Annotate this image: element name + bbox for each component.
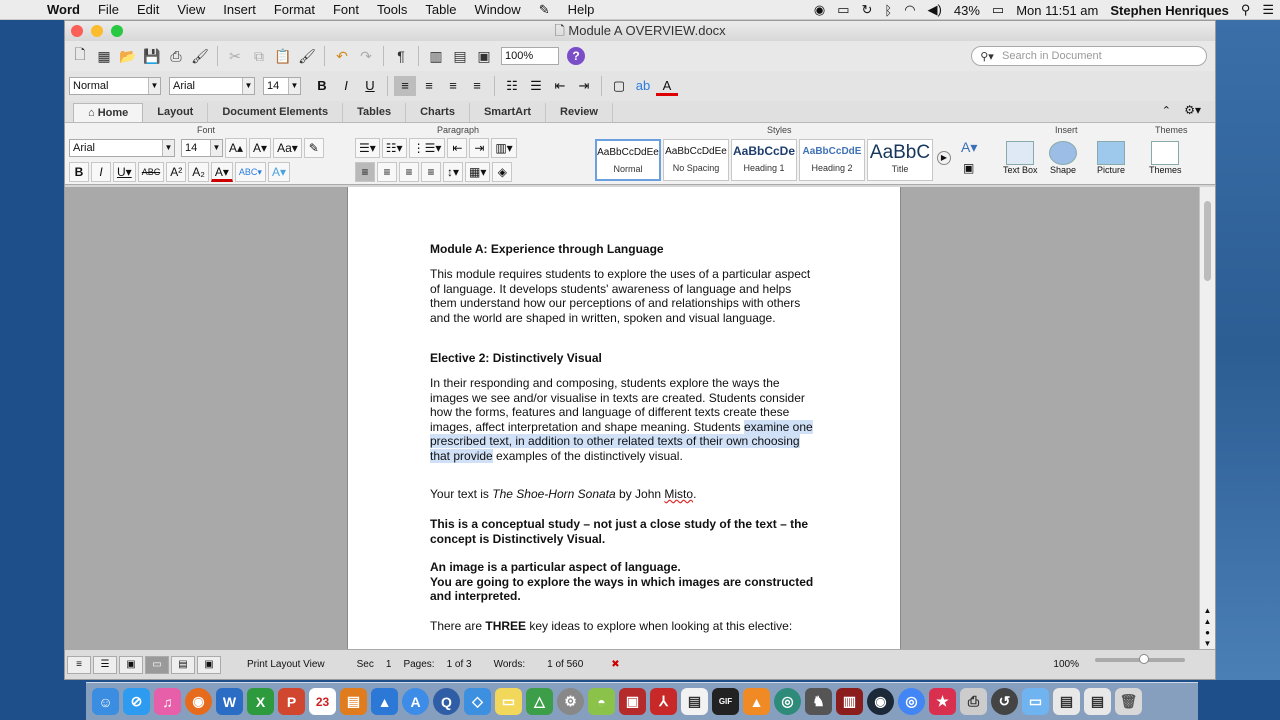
ribbon-numbering-icon[interactable]: ☷▾: [382, 138, 407, 158]
script-menu-icon[interactable]: ✎: [538, 1, 550, 17]
draft-view-icon[interactable]: ≡: [67, 656, 91, 674]
system-preferences-icon[interactable]: ⚙: [557, 688, 584, 715]
powerpoint-icon[interactable]: P: [278, 688, 305, 715]
search-placeholder: Search in Document: [1002, 50, 1102, 62]
bluetooth-icon[interactable]: ᛒ: [884, 2, 893, 18]
p6-bold: THREE: [485, 619, 527, 633]
documents-icon[interactable]: ▤: [1053, 688, 1080, 715]
selected-text: examine one prescribed text, in addition to other related texts of their own choosing that provide: [430, 419, 813, 463]
ribbon-italic-button[interactable]: I: [91, 162, 111, 182]
style-name: Heading 2: [811, 163, 853, 173]
pages-value: 1 of 3: [446, 659, 472, 670]
notebook-view-icon[interactable]: ▤: [171, 656, 195, 674]
doc-paragraph-3[interactable]: [430, 487, 820, 502]
outline-view-icon[interactable]: ☰: [93, 656, 117, 674]
search-field[interactable]: [971, 46, 1207, 66]
themes-icon: [1151, 141, 1179, 165]
folder-icon[interactable]: ▭: [1022, 688, 1049, 715]
dock: [86, 682, 1198, 720]
separator: [601, 76, 602, 96]
app-store-icon[interactable]: A: [402, 688, 429, 715]
font-size-dropdown[interactable]: [263, 77, 301, 95]
text-box-button[interactable]: [1003, 141, 1038, 175]
p3-b: by John: [615, 487, 665, 501]
photo-booth-icon[interactable]: ▣: [619, 688, 646, 715]
notification-center-icon[interactable]: ☰: [1262, 2, 1274, 17]
themes-button[interactable]: [1149, 141, 1182, 175]
text-box-label: Text Box: [1003, 165, 1038, 175]
p3-a: Your text is: [430, 487, 493, 501]
wifi-icon[interactable]: ◠: [904, 2, 916, 17]
status-zoom: 100%: [1053, 659, 1079, 670]
align-center-icon[interactable]: ≡: [425, 78, 433, 93]
tab-review[interactable]: Review: [546, 103, 613, 122]
style-name: Normal: [613, 164, 643, 174]
words-label: Words:: [493, 659, 526, 670]
subscript-button[interactable]: A₂: [188, 162, 209, 182]
wunderlist-icon[interactable]: ★: [929, 688, 956, 715]
menu-insert[interactable]: Insert: [223, 2, 256, 17]
group-themes-title: Themes: [1155, 125, 1188, 135]
menu-app-name[interactable]: Word: [47, 2, 80, 17]
font-dropdown[interactable]: [169, 77, 255, 95]
separator: [217, 46, 218, 66]
font-color-icon[interactable]: A: [656, 76, 678, 96]
author-name: Misto: [664, 487, 694, 501]
trash-icon[interactable]: 🗑: [1115, 688, 1142, 715]
focus-view-icon[interactable]: ▣: [197, 656, 221, 674]
record-icon[interactable]: ◉: [813, 2, 826, 17]
format-painter-icon[interactable]: 🖌: [298, 47, 316, 64]
user-name[interactable]: Stephen Henriques: [1110, 2, 1229, 18]
picture-icon: [1097, 141, 1125, 165]
ribbon-tabs: [65, 101, 1215, 123]
proofing-icon[interactable]: ✖: [611, 659, 620, 670]
finder-icon[interactable]: ☺: [92, 688, 119, 715]
ribbon-justify-icon[interactable]: ≡: [421, 162, 441, 182]
ribbon-bold-button[interactable]: B: [69, 162, 89, 182]
themes-label: Themes: [1149, 165, 1182, 175]
network-icon[interactable]: ◎: [774, 688, 801, 715]
menu-table[interactable]: Table: [425, 2, 457, 17]
tab-document-elements[interactable]: Document Elements: [208, 103, 343, 122]
ribbon-highlight-icon[interactable]: ABC▾: [235, 162, 266, 182]
change-case-icon[interactable]: Aa▾: [273, 138, 302, 158]
decrease-indent-icon[interactable]: ⇤: [554, 78, 566, 93]
document-area[interactable]: [65, 187, 1199, 651]
superscript-button[interactable]: A²: [166, 162, 186, 182]
printer-icon[interactable]: ⎙: [960, 688, 987, 715]
chevron-down-icon: ▼: [148, 78, 160, 94]
menu-help[interactable]: Help: [567, 2, 595, 17]
cut-icon[interactable]: ✂: [229, 47, 241, 64]
document-page[interactable]: [347, 187, 901, 651]
redo-icon[interactable]: ↷: [360, 47, 372, 64]
ribbon-home: [65, 123, 1215, 185]
clear-formatting-icon[interactable]: ✎: [304, 138, 324, 158]
ribbon-align-center-icon[interactable]: ≡: [377, 162, 397, 182]
search-icon[interactable]: ⚲▾: [980, 50, 994, 63]
word-window: [64, 20, 1216, 680]
numbered-list-icon[interactable]: ☷: [506, 78, 518, 93]
ribbon-font-value: Arial: [73, 142, 96, 154]
words-value: 1 of 560: [547, 659, 584, 670]
doc-heading-2[interactable]: Elective 2: Distinctively Visual: [430, 351, 602, 365]
minimize-window-button[interactable]: [91, 25, 103, 37]
tab-charts[interactable]: Charts: [406, 103, 470, 122]
help-icon[interactable]: ?: [567, 47, 585, 65]
formatting-toolbar: [65, 71, 1215, 101]
standard-toolbar: [65, 41, 1215, 71]
picture-label: Picture: [1097, 165, 1126, 175]
steam-icon[interactable]: ◉: [867, 688, 894, 715]
columns-icon[interactable]: ▥▾: [491, 138, 516, 158]
style-title[interactable]: [867, 139, 933, 181]
doc-paragraph-2-start: In their responding and composing, students explore the ways the images we see and/or visualise in texts are created. Students consider how the forms, features and language of different texts create these images, affect interpretation and shape meaning. Students: [430, 376, 805, 434]
pages-icon[interactable]: ▤: [681, 688, 708, 715]
text-box-icon: [1006, 141, 1034, 165]
styles-pane-icon[interactable]: ▣: [963, 161, 975, 175]
p6-a: There are: [430, 619, 486, 633]
menu-edit[interactable]: Edit: [136, 2, 160, 17]
excel-icon[interactable]: X: [247, 688, 274, 715]
airplay-icon[interactable]: ▭: [837, 2, 850, 17]
status-bar: [65, 649, 1215, 679]
justify-icon[interactable]: ≡: [473, 78, 481, 93]
shape-icon: [1049, 141, 1077, 165]
p3-c: .: [693, 487, 697, 501]
menu-format[interactable]: Format: [273, 2, 315, 17]
open-icon[interactable]: 📂: [119, 47, 137, 64]
pilcrow-icon[interactable]: ¶: [397, 48, 405, 64]
tab-tables[interactable]: Tables: [343, 103, 406, 122]
p5-line-1: An image is a particular aspect of language.: [430, 560, 681, 574]
publishing-view-icon[interactable]: ▣: [119, 656, 143, 674]
stickies-icon[interactable]: ▭: [495, 688, 522, 715]
title-bar: [65, 21, 1215, 41]
style-preview: AaBbC: [869, 142, 931, 163]
drive-icon[interactable]: △: [526, 688, 553, 715]
sidebar-icon[interactable]: ▥: [429, 47, 443, 64]
group-insert-title: Insert: [1055, 125, 1078, 135]
desktop-background: [1216, 20, 1280, 680]
ribbon-size-value: 14: [185, 142, 198, 154]
menu-font[interactable]: Font: [332, 2, 359, 17]
spotlight-icon[interactable]: ⚲: [1240, 2, 1251, 17]
time-machine-status-icon[interactable]: ↻: [861, 2, 873, 17]
style-name: Title: [891, 164, 909, 174]
ribbon-underline-button[interactable]: U▾: [113, 162, 136, 182]
view-name: Print Layout View: [247, 659, 325, 670]
ribbon-font-color-icon[interactable]: A▾: [211, 162, 233, 182]
increase-indent-icon[interactable]: ⇥: [578, 78, 590, 93]
style-preview: AaBbCcDdE: [802, 146, 862, 157]
safari-icon[interactable]: ⊘: [123, 688, 150, 715]
style-value: Normal: [73, 80, 109, 92]
gear-icon[interactable]: ⚙▾: [1184, 103, 1201, 117]
styles-next-icon[interactable]: ▶: [937, 151, 951, 165]
android-icon[interactable]: ◓: [588, 688, 615, 715]
style-preview: AaBbCcDdEe: [597, 147, 659, 158]
doc-paragraph-5[interactable]: [430, 560, 820, 604]
time-machine-icon[interactable]: ↺: [991, 688, 1018, 715]
shape-label: Shape: [1049, 165, 1077, 175]
menu-window[interactable]: Window: [474, 2, 521, 17]
ribbon-decrease-indent-icon[interactable]: ⇤: [447, 138, 467, 158]
ribbon-borders-icon[interactable]: ▦▾: [465, 162, 490, 182]
scroll-thumb[interactable]: [1204, 201, 1211, 281]
quicktime-icon[interactable]: Q: [433, 688, 460, 715]
tab-home-label: Home: [97, 107, 129, 119]
separator: [494, 76, 495, 96]
style-preview: AaBbCcDe: [732, 144, 795, 158]
style-dropdown[interactable]: [69, 77, 161, 95]
doc-paragraph-1[interactable]: This module requires students to explore the uses of a particular aspect of language. It develops students' awareness of language and helps them understand how our perceptions of and relationships with others and the world are shaped in written, spoken and visual language.: [430, 267, 811, 325]
shape-button[interactable]: [1049, 141, 1077, 175]
zoom-window-button[interactable]: [111, 25, 123, 37]
format-painter-toolbar-icon[interactable]: 🖌: [191, 47, 209, 64]
shrink-font-icon[interactable]: A▾: [249, 138, 271, 158]
section-value: 1: [385, 659, 392, 670]
print-icon[interactable]: ⎙: [170, 47, 182, 64]
tab-layout[interactable]: Layout: [143, 103, 208, 122]
grow-font-icon[interactable]: A▴: [225, 138, 247, 158]
vertical-scrollbar[interactable]: [1199, 187, 1215, 651]
text-title: The Shoe-Horn Sonata: [492, 487, 616, 501]
p5-line-2: You are going to explore the ways in which images are constructed and interpreted.: [430, 574, 814, 603]
style-normal[interactable]: [595, 139, 661, 181]
save-icon[interactable]: 💾: [143, 47, 161, 64]
acrobat-icon[interactable]: ⅄: [650, 688, 677, 715]
bullet-list-icon[interactable]: ☰: [530, 78, 542, 93]
menu-view[interactable]: View: [177, 2, 206, 17]
chevron-down-icon: ▼: [288, 78, 300, 94]
gif-pro-icon[interactable]: GIF: [712, 688, 739, 715]
keynote-icon[interactable]: ▲: [371, 688, 398, 715]
section-label: Sec: [356, 659, 374, 670]
style-preview: AaBbCcDdEe: [665, 146, 727, 157]
menu-tools[interactable]: Tools: [377, 2, 408, 17]
doc-heading[interactable]: Module A: Experience through Language: [430, 242, 664, 256]
shading-icon[interactable]: ◈: [492, 162, 512, 182]
align-right-icon[interactable]: ≡: [449, 78, 457, 93]
downloads-icon[interactable]: ▤: [1084, 688, 1111, 715]
page-nav-arrows[interactable]: ▲ ▲ ● ▼: [1203, 606, 1212, 648]
style-heading-1[interactable]: [731, 139, 797, 181]
zoom-dropdown[interactable]: 100%: [501, 47, 559, 65]
doc-paragraph-4[interactable]: This is a conceptual study – not just a close study of the text – the concept is Distinctively Visual.: [430, 517, 809, 546]
toolbox-icon[interactable]: ▣: [477, 47, 491, 64]
separator: [418, 46, 419, 66]
p6-b: key ideas to explore when looking at this elective:: [526, 619, 793, 633]
battery-icon[interactable]: ▭: [991, 2, 1005, 17]
text-styles-icon[interactable]: A▾: [961, 139, 978, 155]
chevron-down-icon: ▼: [242, 78, 254, 94]
home-icon: ⌂: [88, 107, 98, 119]
group-font-title: Font: [197, 125, 216, 135]
close-window-button[interactable]: [71, 25, 83, 37]
ribbon-size-dropdown[interactable]: [181, 139, 223, 157]
group-styles-title: Styles: [767, 125, 792, 135]
style-heading-2[interactable]: [799, 139, 865, 181]
font-size-value: 14: [267, 80, 280, 92]
separator: [383, 46, 384, 66]
align-left-icon[interactable]: ≡: [394, 76, 416, 96]
zoom-slider[interactable]: [1095, 658, 1185, 662]
tab-home[interactable]: [73, 103, 143, 122]
multilevel-list-icon[interactable]: ⋮☰▾: [409, 138, 446, 158]
italic-button[interactable]: I: [344, 78, 348, 93]
chevron-down-icon: ▼: [210, 140, 222, 156]
line-spacing-icon[interactable]: ↕▾: [443, 162, 463, 182]
copy-icon[interactable]: ⧉: [254, 47, 264, 64]
doc-paragraph-2-end: examples of the distinctively visual.: [492, 448, 683, 463]
clock[interactable]: Mon 11:51 am: [1016, 2, 1099, 18]
style-name: Heading 1: [743, 163, 785, 173]
undo-icon[interactable]: ↶: [336, 47, 348, 64]
collapse-ribbon-icon[interactable]: ⌃: [1161, 105, 1171, 117]
highlight-icon[interactable]: ab: [635, 78, 651, 93]
separator: [324, 46, 325, 66]
group-paragraph-title: Paragraph: [437, 125, 480, 135]
bold-button[interactable]: B: [317, 78, 327, 93]
picture-button[interactable]: [1097, 141, 1125, 175]
style-name: No Spacing: [672, 163, 720, 173]
vlc-icon[interactable]: ▲: [743, 688, 770, 715]
volume-icon[interactable]: ◀): [927, 2, 942, 17]
firefox-icon[interactable]: ◉: [185, 688, 212, 715]
battery-percent[interactable]: 43%: [953, 2, 980, 18]
doc-paragraph-6[interactable]: [430, 619, 820, 634]
chevron-down-icon: ▼: [162, 140, 174, 156]
ribbon-font-dropdown[interactable]: [69, 139, 175, 157]
font-value: Arial: [173, 80, 196, 92]
window-title: Module A OVERVIEW.docx: [568, 23, 726, 38]
zoom-slider-knob[interactable]: [1139, 654, 1149, 664]
text-effects-icon[interactable]: A▾: [268, 162, 290, 182]
print-layout-view-icon[interactable]: ▭: [145, 656, 169, 674]
word-icon[interactable]: W: [216, 688, 243, 715]
ribbon-bullets-icon[interactable]: ☰▾: [355, 138, 380, 158]
underline-button[interactable]: U: [365, 78, 375, 93]
books-icon[interactable]: ▤: [340, 688, 367, 715]
ribbon-align-left-icon[interactable]: ≡: [355, 162, 375, 182]
strikethrough-button[interactable]: ABC: [138, 162, 165, 182]
separator: [387, 76, 388, 96]
menu-file[interactable]: File: [97, 2, 119, 17]
borders-icon[interactable]: ▢: [612, 78, 626, 93]
menu-bar: [0, 0, 1280, 20]
tab-smartart[interactable]: SmartArt: [470, 103, 546, 122]
chess-icon[interactable]: ♞: [805, 688, 832, 715]
itunes-icon[interactable]: ♫: [154, 688, 181, 715]
pages-label: Pages:: [403, 659, 435, 670]
photobooth-icon[interactable]: ▥: [836, 688, 863, 715]
ribbon-align-right-icon[interactable]: ≡: [399, 162, 419, 182]
new-document-icon[interactable]: 🗋: [74, 46, 86, 62]
paste-icon[interactable]: 📋: [274, 47, 292, 64]
document-icon: 🗋: [554, 23, 565, 38]
style-no-spacing[interactable]: [663, 139, 729, 181]
calendar-icon[interactable]: 23: [309, 688, 336, 715]
gallery-icon[interactable]: ▤: [453, 47, 467, 64]
templates-icon[interactable]: ▦: [97, 47, 111, 64]
ribbon-increase-indent-icon[interactable]: ⇥: [469, 138, 489, 158]
dropbox-icon[interactable]: ◇: [464, 688, 491, 715]
chrome-icon[interactable]: ◎: [898, 688, 925, 715]
doc-paragraph-2[interactable]: [430, 376, 820, 463]
